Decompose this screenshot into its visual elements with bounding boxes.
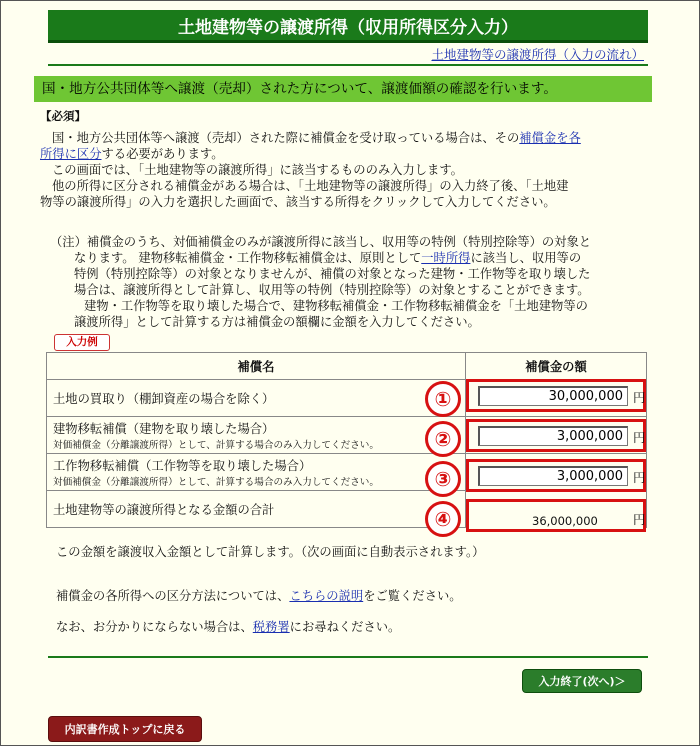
tax-office-link[interactable]: 税務署 — [252, 620, 290, 634]
row-label: 建物移転補償（建物を取り壊した場合） — [53, 422, 275, 436]
land-purchase-amount-input[interactable] — [478, 386, 628, 406]
next-button[interactable]: 入力終了(次へ)＞ — [522, 669, 642, 693]
explanation-text: 補償金の各所得への区分方法については、 — [56, 589, 290, 603]
yen-unit: 円 — [633, 391, 646, 405]
yen-unit: 円 — [633, 431, 646, 445]
page-title: 土地建物等の譲渡所得（収用所得区分入力） — [48, 10, 648, 43]
column-header-name: 補償名 — [47, 353, 466, 380]
yen-unit: 円 — [633, 471, 646, 485]
input-example-button[interactable]: 入力例 — [54, 334, 110, 351]
row-sublabel: 対価補償金（分離譲渡所得）として、計算する場合のみ入力してください。 — [53, 440, 379, 451]
required-label: 【必須】 — [40, 109, 86, 123]
input-flow-link[interactable]: 土地建物等の譲渡所得（入力の流れ） — [431, 47, 644, 62]
note-line-3: 特例（特別控除等）の対象となりませんが、補償の対象となった建物・工作物等を取り壊した — [74, 267, 591, 281]
structure-relocation-amount-input[interactable] — [478, 466, 628, 486]
explanation-line — [56, 588, 462, 604]
yen-unit: 円 — [633, 513, 646, 527]
note-line-5: 建物・工作物等を取り壊した場合で、建物移転補償金・工作物移転補償金を「土地建物等の — [84, 299, 588, 313]
section-header: 国・地方公共団体等へ譲渡（売却）された方について、譲渡価額の確認を行います。 — [34, 76, 652, 102]
building-relocation-amount-input[interactable] — [478, 426, 628, 446]
column-header-amount: 補償金の額 — [466, 353, 647, 380]
marker-1-icon: ① — [425, 381, 461, 417]
ask-text: にお尋ねください。 — [289, 620, 401, 634]
explanation-link[interactable]: こちらの説明 — [289, 589, 364, 603]
back-to-top-button[interactable]: 内訳書作成トップに戻る — [48, 716, 202, 742]
row-name — [47, 491, 466, 528]
title-divider — [48, 64, 648, 66]
note-line-1: （注）補償金のうち、対価補償金のみが譲渡所得に該当し、収用等の特例（特別控除等）の対象と — [50, 235, 592, 249]
note-line-2 — [74, 250, 581, 266]
total-amount-value: 36,000,000 — [532, 514, 598, 528]
compensation-division-link-cont[interactable]: 所得に区分 — [40, 147, 102, 161]
note-text: なります。 建物移転補償金・工作物移転補償金は、原則として — [74, 251, 422, 265]
marker-4-icon: ④ — [425, 501, 461, 537]
row-name — [47, 380, 466, 417]
intro-text: 国・地方公共団体等へ譲渡（売却）された際に補償金を受け取っている場合は、その — [52, 131, 520, 145]
note-text: に該当し、収用等の — [470, 251, 582, 265]
note-line-4: 場合は、譲渡所得として計算し、収用等の特例（特別控除等）の対象とすることができます。 — [74, 283, 590, 297]
marker-2-icon: ② — [425, 421, 461, 457]
row-label: 土地の買取り（棚卸資産の場合を除く） — [53, 392, 275, 406]
row-sublabel: 対価補償金（分離譲渡所得）として、計算する場合のみ入力してください。 — [53, 477, 379, 488]
table-header-row — [47, 353, 647, 380]
marker-3-icon: ③ — [425, 461, 461, 497]
compensation-division-link[interactable]: 補償金を各 — [519, 131, 581, 145]
note-line-6: 譲渡所得」として計算する方は補償金の額欄に金額を入力してください。 — [74, 315, 480, 329]
row-label: 工作物移転補償（工作物等を取り壊した場合） — [53, 459, 312, 473]
row-name — [47, 417, 466, 454]
temporary-income-link[interactable]: 一時所得 — [421, 251, 471, 265]
intro-text: する必要があります。 — [101, 147, 224, 161]
row-label: 土地建物等の譲渡所得となる金額の合計 — [53, 503, 275, 517]
intro-line-5: 物等の譲渡所得」の入力を選択した画面で、該当する所得をクリックして入力してください。 — [40, 195, 556, 209]
explanation-text: をご覧ください。 — [363, 589, 462, 603]
footer-divider — [48, 656, 648, 658]
intro-line-3: この画面では、「土地建物等の譲渡所得」に該当するもののみ入力します。 — [52, 163, 463, 177]
row-name — [47, 454, 466, 491]
intro-line-1 — [52, 130, 581, 146]
ask-line — [56, 619, 400, 635]
after-table-note: この金額を譲渡収入金額として計算します。（次の画面に自動表示されます。） — [56, 545, 485, 559]
ask-text: なお、お分かりにならない場合は、 — [56, 620, 253, 634]
intro-line-4: 他の所得に区分される補償金がある場合は、「土地建物等の譲渡所得」の入力終了後、「土地建 — [52, 179, 569, 193]
intro-line-2 — [40, 146, 224, 162]
